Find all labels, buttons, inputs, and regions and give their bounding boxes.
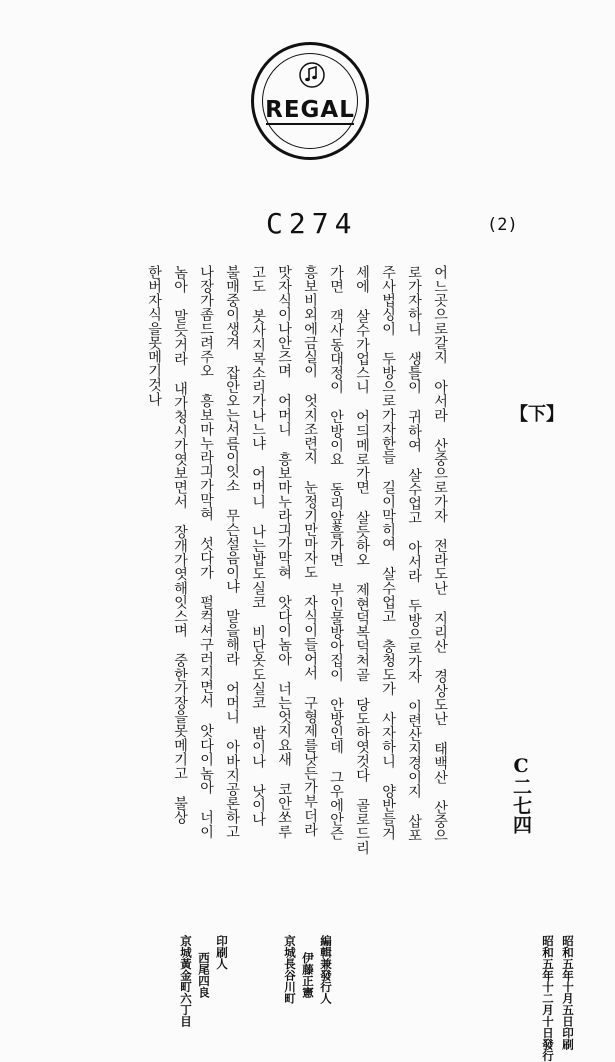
- colophon-editor-label: 編輯兼發行人: [319, 935, 333, 1004]
- lyric-column: 로가자하니 생틀이 귀하여 살수업고 아서라 두방으로가자 이련산지경이지 삽포: [406, 265, 422, 843]
- side-number: (2): [487, 215, 518, 235]
- vertical-catalog-number: C二七四: [510, 755, 532, 834]
- lyric-column: 놈아 말듯거라 내가청시가엿보면서 장개가엿해잇스며 중한가장을못메기고 불상: [172, 265, 188, 825]
- colophon-editor-address: 京城長谷川町: [283, 935, 297, 1004]
- lyric-column: 주사법싱이 두방으로가자한들 길이막히여 살수업고 충청도가 사자하니 양반들거: [380, 265, 396, 841]
- colophon-editor-name: 伊藤正憲: [301, 952, 315, 998]
- logo-brand-text: REGAL: [265, 97, 355, 123]
- lyric-column: 맛자식이나안즈며 어머니 흥보마누라긔가막혀 앗다이놈아 너는엇지요새 코안쏘루: [276, 265, 292, 839]
- lyric-column: 흥보비외에금실이 엇지조련지 눈정기만마자도 자식이들어서 구형제를낫든가부더라: [302, 265, 318, 837]
- lyric-column: 가면 객사동대정이 안방이요 동리앞흘가면 부인물방아집이 안방인데 그우에안즌: [328, 265, 344, 841]
- colophon-printer-name: 西尾四良: [197, 952, 211, 998]
- lyric-column: 어느곳으로갈지 아서라 산중으로가자 전라도난 지리산 경상도난 태백산 산중으: [432, 265, 448, 843]
- catalog-number: C274: [266, 207, 358, 240]
- record-logo: [251, 42, 369, 160]
- lyric-column: 나장가좀드려주오 흥보마누라긔가막혀 섯다가 펄컥셔구러지면서 앗다이놈아 너이: [198, 265, 214, 839]
- lyric-column: 한버자식을못메기것나: [146, 265, 162, 406]
- lyric-column: 세에 살수가업스니 어듸메로가면 살듯하오 제현덕복덕처골 당도하엿것다 골로드리: [354, 265, 370, 855]
- colophon-issue-date: 昭和五年十二月十日發行: [541, 935, 555, 1062]
- colophon-printer-label: 印刷人: [215, 935, 229, 970]
- colophon-printer-address: 京城黃金町六丁目: [179, 935, 193, 1027]
- colophon-print-date: 昭和五年十月五日印刷: [561, 935, 575, 1050]
- lyric-column: 불매중이생겨 잡안오는서름이잇소 무슨설음이냐 말을해라 어머니 아바지공론하고: [224, 265, 240, 839]
- logo-divider: [266, 123, 354, 125]
- lyric-column: 고도 봇사지목소리가나느냐 어머니 나는밥도실코 비단옷도실코 밤이나 낫이나: [250, 265, 266, 827]
- music-note-icon: [298, 61, 326, 89]
- part-marker: 【下】: [510, 404, 564, 425]
